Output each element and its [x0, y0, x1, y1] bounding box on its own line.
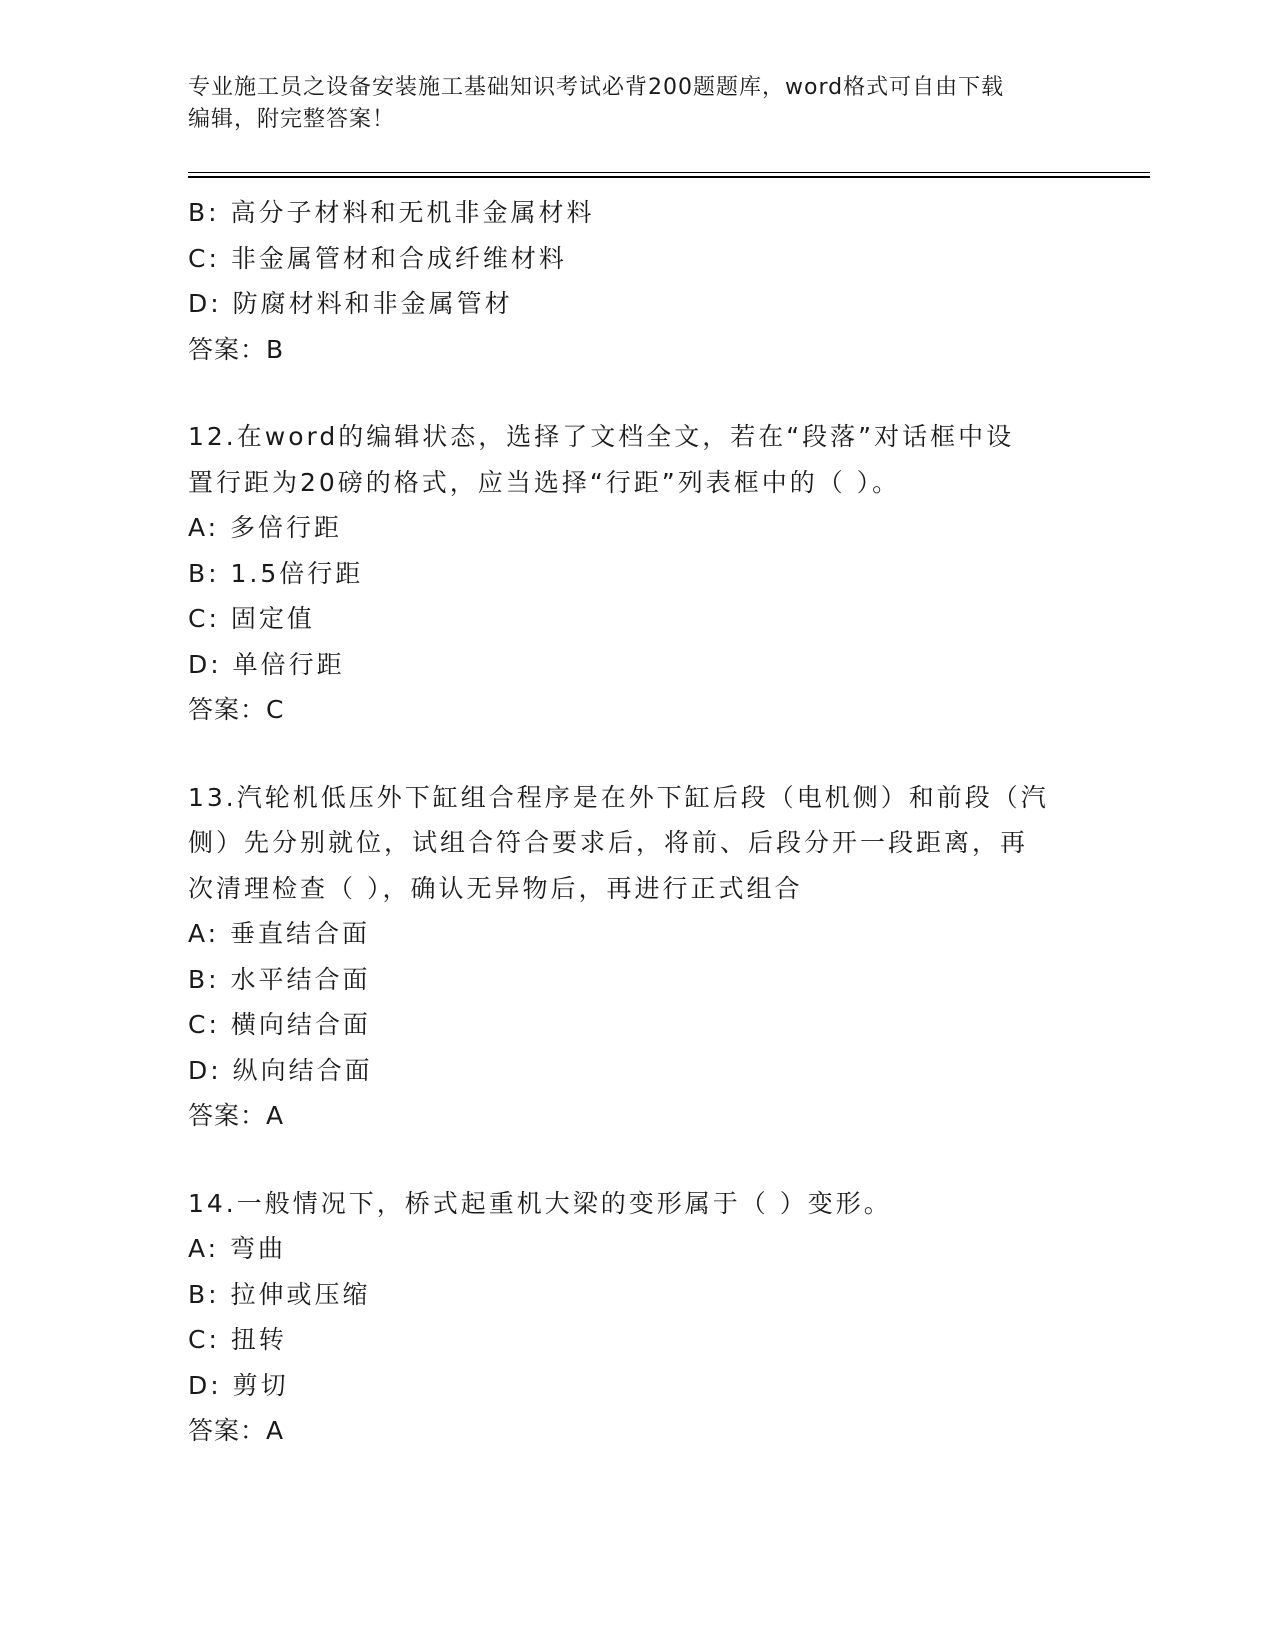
question-11-continued	[188, 190, 1088, 372]
header-title-line-1: 专业施工员之设备安装施工基础知识考试必背200题题库，word格式可自由下载	[188, 75, 1005, 100]
question-12	[188, 414, 1088, 733]
question-text-line: 13.汽轮机低压外下缸组合程序是在外下缸后段（电机侧）和前段（汽	[188, 782, 1049, 812]
question-13	[188, 775, 1088, 1139]
question-text-line: 14.一般情况下，桥式起重机大梁的变形属于（ ）变形。	[188, 1188, 892, 1218]
question-14	[188, 1181, 1088, 1454]
header-divider-thick	[188, 176, 1150, 178]
header-title-line-2: 编辑，附完整答案！	[188, 107, 396, 132]
option-c: C: 扭转	[188, 1325, 287, 1354]
option-b: B: 高分子材料和无机非金属材料	[188, 198, 595, 227]
option-a: A: 垂直结合面	[188, 919, 371, 948]
answer-line: 答案：B	[188, 334, 285, 364]
document-header	[188, 72, 1068, 136]
question-text-line: 置行距为20磅的格式，应当选择“行距”列表框中的（ ）。	[188, 467, 901, 497]
option-b: B: 水平结合面	[188, 964, 371, 994]
option-b: B: 1.5倍行距	[188, 558, 364, 588]
option-d: D: 防腐材料和非金属管材	[188, 289, 513, 318]
option-b: B: 拉伸或压缩	[188, 1279, 371, 1309]
answer-line: 答案：C	[188, 695, 285, 724]
answer-line: 答案：A	[188, 1101, 285, 1130]
option-d: D: 单倍行距	[188, 649, 345, 679]
question-text-line: 12.在word的编辑状态，选择了文档全文，若在“段落”对话框中设	[188, 422, 1015, 451]
option-d: D: 纵向结合面	[188, 1055, 373, 1085]
option-a: A: 多倍行距	[188, 513, 343, 542]
question-list	[188, 190, 1088, 1454]
question-text-line: 次清理检查（ ），确认无异物后，再进行正式组合	[188, 873, 803, 903]
header-divider-thin	[188, 172, 1150, 173]
option-c: C: 固定值	[188, 604, 315, 633]
question-text-line: 侧）先分别就位，试组合符合要求后，将前、后段分开一段距离，再	[188, 828, 1029, 857]
option-d: D: 剪切	[188, 1370, 289, 1400]
option-c: C: 非金属管材和合成纤维材料	[188, 243, 567, 273]
answer-line: 答案：A	[188, 1416, 285, 1445]
option-c: C: 横向结合面	[188, 1010, 371, 1039]
option-a: A: 弯曲	[188, 1234, 287, 1263]
